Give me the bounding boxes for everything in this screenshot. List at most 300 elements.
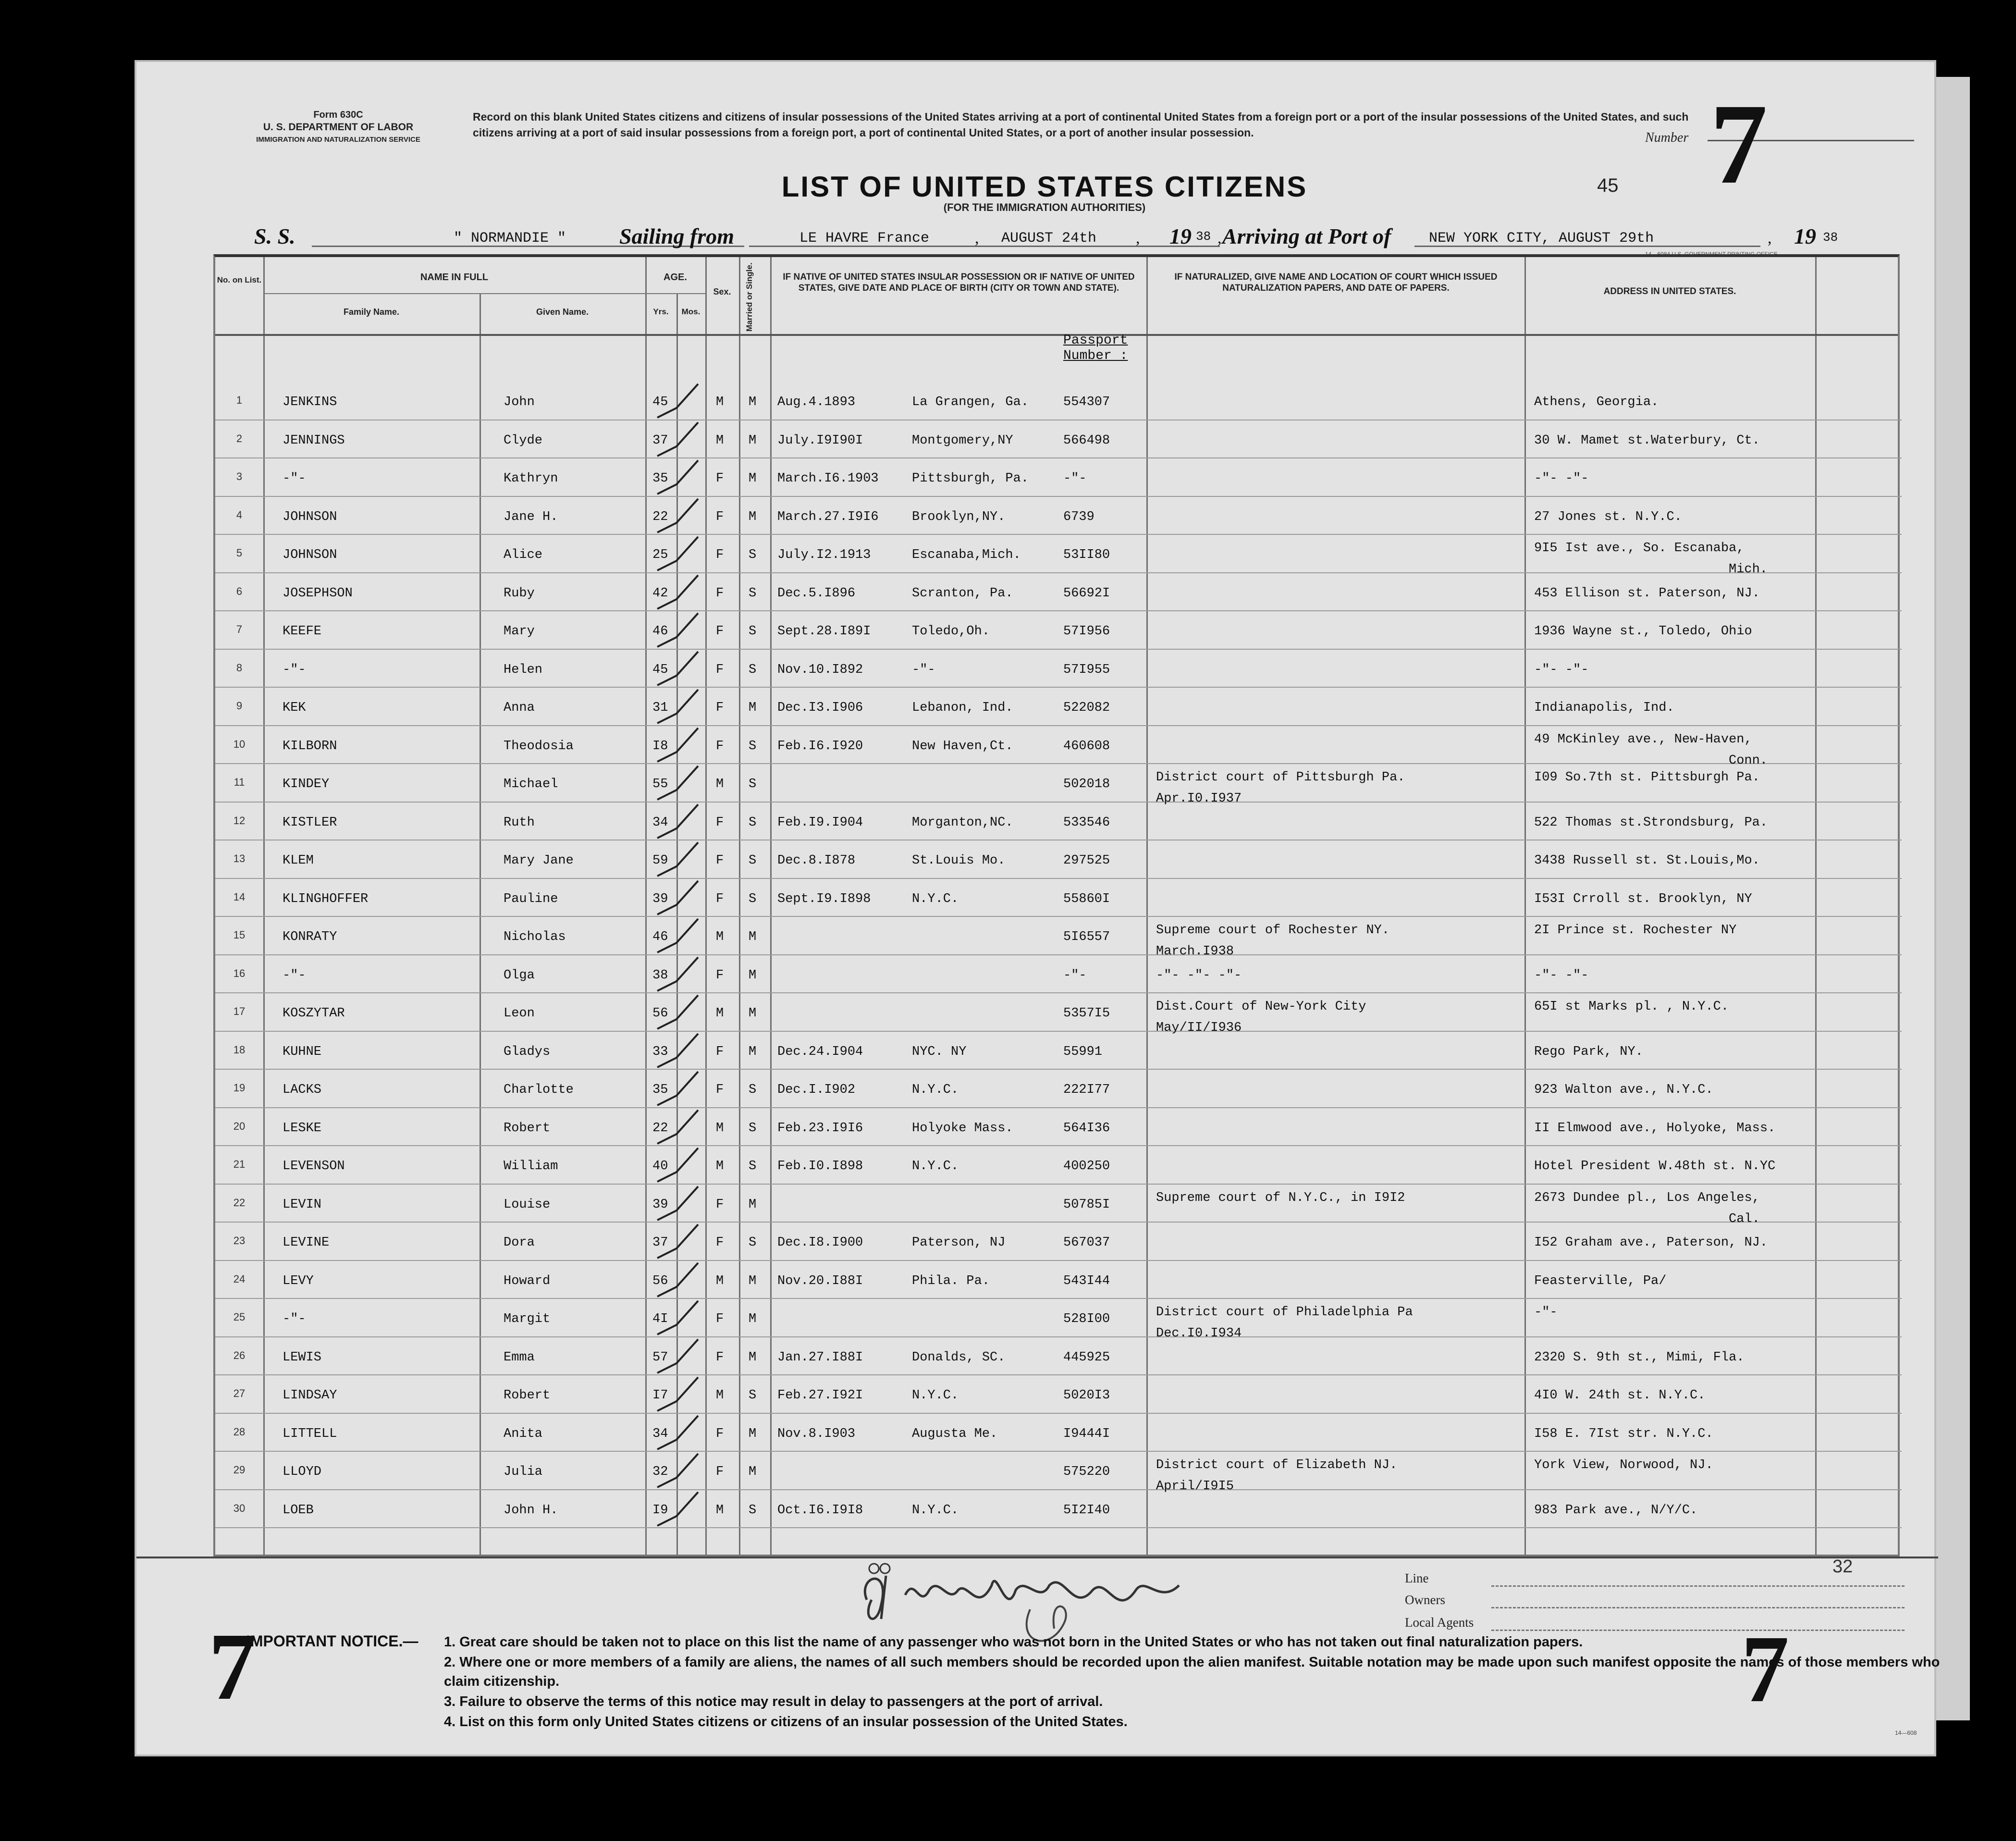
- birth-place: Montgomery,NY: [912, 433, 1013, 448]
- given-name: Theodosia: [504, 739, 574, 754]
- marital-status: M: [749, 1465, 757, 1479]
- family-name: LLOYD: [283, 1465, 322, 1479]
- sex: M: [716, 395, 724, 409]
- notice-item: 4. List on this form only United States citizens or citizens of an insular possession of the United States.: [444, 1714, 1128, 1730]
- given-name: Mary Jane: [504, 853, 574, 868]
- age-years: I8: [652, 739, 668, 754]
- row-number: 5: [236, 547, 243, 559]
- col-header-family-name: Family Name.: [343, 307, 400, 317]
- age-years: 56: [652, 1006, 668, 1021]
- sheet-number: 45: [1597, 175, 1619, 196]
- birth-date: Sept.28.I89I: [777, 624, 871, 639]
- table-row: [215, 1223, 1902, 1260]
- passport-number: 460608: [1063, 739, 1110, 754]
- address: 522 Thomas st.Strondsburg, Pa.: [1534, 815, 1768, 830]
- address: -"-: [1534, 1305, 1558, 1320]
- arrival-year-prefix: 19: [1794, 224, 1816, 248]
- row-number: 18: [233, 1043, 246, 1056]
- given-name: Mary: [504, 624, 535, 639]
- binder-hole: [98, 1240, 114, 1263]
- checkmark-icon: [648, 838, 705, 881]
- col-header-address: ADDRESS IN UNITED STATES.: [1603, 286, 1736, 297]
- birth-date: Dec.I8.I900: [777, 1236, 863, 1250]
- age-years: 39: [652, 891, 668, 906]
- passport-number: 56692I: [1063, 586, 1110, 601]
- sex: M: [716, 930, 724, 944]
- age-years: 45: [652, 662, 668, 677]
- col-header-age: AGE.: [664, 272, 687, 283]
- checkmark-icon: [648, 914, 705, 957]
- address: 30 W. Mamet st.Waterbury, Ct.: [1534, 433, 1760, 448]
- sex: F: [716, 1350, 724, 1365]
- sex: F: [716, 701, 724, 715]
- table-row: [215, 688, 1902, 725]
- family-name: JENNINGS: [283, 433, 345, 448]
- arriving-label: Arriving at Port of: [1222, 224, 1391, 248]
- marital-status: S: [749, 739, 757, 754]
- form-code: 14—608: [1895, 1730, 1917, 1736]
- form-identifier: [204, 109, 473, 146]
- family-name: -"-: [283, 1312, 306, 1326]
- passport-header-line1: Passport: [1063, 333, 1128, 348]
- sex: M: [716, 1159, 724, 1174]
- family-name: LINDSAY: [283, 1388, 337, 1403]
- checkmark-icon: [648, 379, 705, 422]
- binder-hole: [98, 596, 114, 619]
- passport-number: 5357I5: [1063, 1006, 1110, 1021]
- col-header-mos: Mos.: [681, 307, 701, 316]
- birth-place: N.Y.C.: [912, 891, 959, 906]
- marital-status: S: [749, 853, 757, 868]
- sex: F: [716, 509, 724, 524]
- ship-name: " NORMANDIE ": [454, 230, 566, 247]
- table-bottom-border: [136, 1557, 1938, 1558]
- marital-status: M: [749, 471, 757, 486]
- sex: F: [716, 968, 724, 983]
- marital-status: S: [749, 777, 757, 791]
- birth-place: New Haven,Ct.: [912, 739, 1013, 754]
- arrival-year: 38: [1823, 230, 1838, 245]
- passport-number: 445925: [1063, 1350, 1110, 1365]
- address: Athens, Georgia.: [1534, 395, 1659, 409]
- sex: F: [716, 1044, 724, 1059]
- birth-place: La Grangen, Ga.: [912, 395, 1029, 409]
- col-header-no: No. on List.: [217, 275, 262, 284]
- birth-date: Dec.8.I878: [777, 853, 856, 868]
- birth-place: Paterson, NJ: [912, 1236, 1006, 1250]
- family-name: JOHNSON: [283, 548, 337, 562]
- address: -"- -"-: [1534, 662, 1589, 677]
- marital-status: M: [749, 1350, 757, 1365]
- family-name: JOHNSON: [283, 509, 337, 524]
- family-name: KLINGHOFFER: [283, 891, 369, 906]
- passport-number: 53II80: [1063, 548, 1110, 562]
- given-name: Ruth: [504, 815, 535, 830]
- sex: F: [716, 1312, 724, 1326]
- birth-date: Sept.I9.I898: [777, 891, 871, 906]
- table-row: [215, 1185, 1902, 1226]
- marital-status: M: [749, 509, 757, 524]
- sex: F: [716, 1236, 724, 1250]
- table-row: [215, 955, 1902, 993]
- naturalization-date: Dec.I0.I934: [1156, 1326, 1242, 1341]
- family-name: KINDEY: [283, 777, 330, 791]
- table-row: [215, 1032, 1902, 1069]
- age-years: 34: [652, 1426, 668, 1441]
- checkmark-icon: [648, 1182, 705, 1225]
- table-row: [215, 1452, 1902, 1494]
- address: York View, Norwood, NJ.: [1534, 1458, 1713, 1472]
- arrival-port: NEW YORK CITY, AUGUST 29th: [1429, 230, 1654, 247]
- address: 2673 Dundee pl., Los Angeles,: [1534, 1190, 1760, 1205]
- sex: F: [716, 1465, 724, 1479]
- given-name: Louise: [504, 1197, 551, 1212]
- checkmark-icon: [648, 1411, 705, 1454]
- binder-hole: [98, 348, 114, 371]
- marital-status: M: [749, 1426, 757, 1441]
- birth-place: Toledo,Oh.: [912, 624, 990, 639]
- col-header-birth: IF NATIVE OF UNITED STATES INSULAR POSSESSION OR IF NATIVE OF UNITED STATES, GIVE DATE AND PLACE OF BIRTH (CITY OR TOWN AND STATE).: [783, 272, 1135, 293]
- col-header-given-name: Given Name.: [536, 307, 589, 317]
- birth-place: -"-: [912, 662, 935, 677]
- sailing-from-label: Sailing from: [619, 224, 735, 248]
- given-name: John: [504, 395, 535, 409]
- sex: M: [716, 777, 724, 791]
- col-header-yrs: Yrs.: [653, 307, 669, 316]
- birth-date: March.27.I9I6: [777, 509, 879, 524]
- age-years: 45: [652, 395, 668, 409]
- age-years: 4I: [652, 1312, 668, 1326]
- passport-number: 6739: [1063, 509, 1094, 524]
- passport-number: 575220: [1063, 1465, 1110, 1479]
- row-number: 13: [233, 853, 246, 865]
- family-name: KUHNE: [283, 1044, 322, 1059]
- marital-status: M: [749, 433, 757, 448]
- row-number: 8: [236, 661, 243, 674]
- birth-date: July.I9I90I: [777, 433, 863, 448]
- address: 453 Ellison st. Paterson, NJ.: [1534, 586, 1760, 601]
- address-line2: Cal.: [1729, 1211, 1760, 1226]
- row-number: 21: [233, 1158, 246, 1170]
- row-number: 20: [233, 1120, 246, 1132]
- checkmark-icon: [648, 1143, 705, 1186]
- naturalization-court: District court of Elizabeth NJ.: [1156, 1458, 1398, 1472]
- passport-number: I9444I: [1063, 1426, 1110, 1441]
- birth-date: Feb.I0.I898: [777, 1159, 863, 1174]
- sex: F: [716, 1083, 724, 1097]
- passport-number: 55991: [1063, 1044, 1103, 1059]
- passport-number: 522082: [1063, 701, 1110, 715]
- age-years: 37: [652, 433, 668, 448]
- row-number: 16: [233, 967, 246, 979]
- row-number: 15: [233, 929, 246, 941]
- address: -"- -"-: [1534, 968, 1589, 983]
- marital-status: M: [749, 1006, 757, 1021]
- birth-place: St.Louis Mo.: [912, 853, 1006, 868]
- page-mark: 32: [1832, 1557, 1853, 1577]
- col-header-sex: Sex.: [713, 287, 731, 297]
- manifest-sheet: [135, 60, 1940, 1756]
- notice-item: 1. Great care should be taken not to place on this list the name of any passenger who was not born in the United States or who has not taken out final naturalization papers.: [444, 1634, 1583, 1650]
- birth-date: July.I2.1913: [777, 548, 871, 562]
- marital-status: M: [749, 1312, 757, 1326]
- table-row: [215, 420, 1902, 458]
- birth-date: Oct.I6.I9I8: [777, 1503, 863, 1518]
- passport-number: 564I36: [1063, 1121, 1110, 1136]
- passenger-table: [213, 254, 1900, 1557]
- checkmark-icon: [648, 990, 705, 1034]
- given-name: Ruby: [504, 586, 535, 601]
- address-line2: Mich.: [1729, 562, 1768, 577]
- row-number: 27: [233, 1387, 246, 1399]
- marital-status: S: [749, 624, 757, 639]
- row-number: 22: [233, 1196, 246, 1209]
- age-years: 38: [652, 968, 668, 983]
- checkmark-icon: [648, 1487, 705, 1531]
- birth-date: Nov.20.I88I: [777, 1273, 863, 1288]
- sex: M: [716, 1273, 724, 1288]
- naturalization-court: District court of Pittsburgh Pa.: [1156, 770, 1405, 785]
- naturalization-court: District court of Philadelphia Pa: [1156, 1305, 1413, 1320]
- birth-date: March.I6.1903: [777, 471, 879, 486]
- passport-number: 566498: [1063, 433, 1110, 448]
- age-years: I7: [652, 1388, 668, 1403]
- family-name: KEEFE: [283, 624, 322, 639]
- family-name: LITTELL: [283, 1426, 337, 1441]
- address: 923 Walton ave., N.Y.C.: [1534, 1083, 1713, 1097]
- table-row: [215, 1414, 1902, 1451]
- departure-port: LE HAVRE France: [799, 230, 930, 247]
- given-name: Clyde: [504, 433, 543, 448]
- birth-date: Dec.24.I904: [777, 1044, 863, 1059]
- checkmark-icon: [648, 1105, 705, 1149]
- list-number: 7: [1710, 80, 1768, 208]
- row-number: 9: [236, 700, 243, 712]
- row-number: 10: [233, 738, 246, 750]
- address: I58 E. 7Ist str. N.Y.C.: [1534, 1426, 1713, 1441]
- birth-place: Scranton, Pa.: [912, 586, 1013, 601]
- marital-status: S: [749, 1388, 757, 1403]
- birth-place: N.Y.C.: [912, 1388, 959, 1403]
- row-number: 25: [233, 1311, 246, 1323]
- passport-number: 57I955: [1063, 662, 1110, 677]
- checkmark-icon: [648, 647, 705, 690]
- row-number: 30: [233, 1502, 246, 1514]
- birth-date: Nov.10.I892: [777, 662, 863, 677]
- family-name: KILBORN: [283, 739, 337, 754]
- given-name: Olga: [504, 968, 535, 983]
- age-years: 25: [652, 548, 668, 562]
- address: I52 Graham ave., Paterson, NJ.: [1534, 1236, 1768, 1250]
- table-row: [215, 1375, 1902, 1413]
- sex: M: [716, 1006, 724, 1021]
- age-years: 46: [652, 624, 668, 639]
- birth-date: Feb.I9.I904: [777, 815, 863, 830]
- row-number: 2: [236, 432, 243, 445]
- marital-status: S: [749, 662, 757, 677]
- passport-number: 5I6557: [1063, 930, 1110, 944]
- row-number: 23: [233, 1235, 246, 1247]
- given-name: Charlotte: [504, 1083, 574, 1097]
- age-years: 37: [652, 1236, 668, 1250]
- given-name: Pauline: [504, 891, 558, 906]
- birth-place: NYC. NY: [912, 1044, 967, 1059]
- passport-number: 502018: [1063, 777, 1110, 791]
- family-name: LACKS: [283, 1083, 322, 1097]
- binder-hole: [98, 1163, 114, 1186]
- marital-status: M: [749, 1044, 757, 1059]
- passport-number: 5020I3: [1063, 1388, 1110, 1403]
- age-years: 40: [652, 1159, 668, 1174]
- address: I09 So.7th st. Pittsburgh Pa.: [1534, 770, 1760, 785]
- family-name: KONRATY: [283, 930, 337, 944]
- table-row: [215, 879, 1902, 916]
- given-name: Helen: [504, 662, 543, 677]
- birth-place: Holyoke Mass.: [912, 1121, 1013, 1136]
- table-row: [215, 573, 1902, 611]
- naturalization-date: March.I938: [1156, 944, 1234, 959]
- marital-status: S: [749, 1236, 757, 1250]
- birth-place: Escanaba,Mich.: [912, 548, 1021, 562]
- passport-number: 528I00: [1063, 1312, 1110, 1326]
- address: 2320 S. 9th st., Mimi, Fla.: [1534, 1350, 1745, 1365]
- given-name: Anna: [504, 701, 535, 715]
- naturalization-date: May/II/I936: [1156, 1021, 1242, 1035]
- passport-number: 50785I: [1063, 1197, 1110, 1212]
- checkmark-icon: [648, 418, 705, 461]
- address: 2I Prince st. Rochester NY: [1534, 923, 1737, 938]
- address: I53I Crroll st. Brooklyn, NY: [1534, 891, 1752, 906]
- checkmark-icon: [648, 1372, 705, 1416]
- birth-place: Augusta Me.: [912, 1426, 998, 1441]
- naturalization-court: -"- -"- -"-: [1156, 968, 1242, 983]
- checkmark-icon: [648, 1296, 705, 1339]
- binder-hole: [98, 267, 114, 290]
- given-name: Robert: [504, 1121, 551, 1136]
- address: 27 Jones st. N.Y.C.: [1534, 509, 1682, 524]
- notice-item: 2. Where one or more members of a family are aliens, the names of all such members should be recorded upon the alien manifest. Suitable notation may be made upon such manifest opposite the names of those members who claim citizenship.: [444, 1655, 1940, 1689]
- marital-status: S: [749, 548, 757, 562]
- page-title: LIST OF UNITED STATES CITIZENS: [781, 171, 1308, 203]
- col-header-name-in-full: NAME IN FULL: [420, 272, 489, 283]
- notice-item: 3. Failure to observe the terms of this notice may result in delay to passengers at the port of arrival.: [444, 1694, 1103, 1709]
- checkmark-icon: [648, 952, 705, 996]
- age-years: 32: [652, 1465, 668, 1479]
- passport-number: -"-: [1063, 471, 1087, 486]
- birth-date: Feb.I6.I920: [777, 739, 863, 754]
- row-number: 17: [233, 1005, 246, 1017]
- notice-number-right: 7: [1741, 1616, 1789, 1722]
- age-years: 39: [652, 1197, 668, 1212]
- passport-header-line2: Number :: [1063, 348, 1128, 363]
- naturalization-court: Supreme court of Rochester NY.: [1156, 923, 1390, 938]
- sex: F: [716, 891, 724, 906]
- department-name: U. S. DEPARTMENT OF LABOR: [263, 122, 414, 133]
- row-number: 3: [236, 470, 243, 482]
- checkmark-icon: [648, 532, 705, 575]
- family-name: LEVINE: [283, 1236, 330, 1250]
- birth-place: Lebanon, Ind.: [912, 701, 1013, 715]
- given-name: William: [504, 1159, 558, 1174]
- given-name: Howard: [504, 1273, 551, 1288]
- given-name: Emma: [504, 1350, 535, 1365]
- table-row: [215, 803, 1902, 840]
- table-row: [215, 1070, 1902, 1107]
- family-name: KLEM: [283, 853, 314, 868]
- birth-date: Feb.23.I9I6: [777, 1121, 863, 1136]
- table-row: [215, 611, 1902, 649]
- line-label: Line: [1405, 1571, 1429, 1585]
- passport-number: 5I2I40: [1063, 1503, 1110, 1518]
- departure-date: AUGUST 24th: [1001, 230, 1097, 247]
- age-years: 55: [652, 777, 668, 791]
- checkmark-icon: [648, 1258, 705, 1301]
- passport-number: 567037: [1063, 1236, 1110, 1250]
- family-name: KEK: [283, 701, 306, 715]
- table-row: [215, 764, 1902, 806]
- col-header-naturalized: IF NATURALIZED, GIVE NAME AND LOCATION OF COURT WHICH ISSUED NATURALIZATION PAPERS, AND DATE OF PAPERS.: [1174, 272, 1498, 293]
- birth-place: Phila. Pa.: [912, 1273, 990, 1288]
- table-row: [215, 382, 1902, 420]
- birth-place: N.Y.C.: [912, 1503, 959, 1518]
- address: 9I5 Ist ave., So. Escanaba,: [1534, 541, 1745, 556]
- table-row: [215, 917, 1902, 959]
- birth-place: Brooklyn,NY.: [912, 509, 1006, 524]
- checkmark-icon: [648, 723, 705, 766]
- given-name: Kathryn: [504, 471, 558, 486]
- checkmark-icon: [648, 570, 705, 614]
- sex: F: [716, 815, 724, 830]
- checkmark-icon: [648, 456, 705, 499]
- passport-number: 533546: [1063, 815, 1110, 830]
- table-row: [215, 650, 1902, 687]
- table-row: [215, 497, 1902, 534]
- address: 3438 Russell st. St.Louis,Mo.: [1534, 853, 1760, 868]
- address: Hotel President W.48th st. N.YC: [1534, 1159, 1776, 1174]
- checkmark-icon: [648, 608, 705, 652]
- age-years: 22: [652, 1121, 668, 1136]
- birth-date: Nov.8.I903: [777, 1426, 856, 1441]
- printer-note: 14—6084 U.S. GOVERNMENT PRINTING OFFICE: [1645, 251, 1778, 258]
- address: Indianapolis, Ind.: [1534, 701, 1674, 715]
- col-header-married-single: Married or Single.: [745, 262, 754, 332]
- birth-place: N.Y.C.: [912, 1159, 959, 1174]
- address: 1936 Wayne st., Toledo, Ohio: [1534, 624, 1752, 639]
- given-name: Leon: [504, 1006, 535, 1021]
- family-name: -"-: [283, 968, 306, 983]
- row-number: 6: [236, 585, 243, 597]
- table-row: [215, 726, 1902, 768]
- family-name: LEVENSON: [283, 1159, 345, 1174]
- number-label: Number: [1645, 130, 1689, 145]
- passport-number: -"-: [1063, 968, 1087, 983]
- checkmark-icon: [648, 761, 705, 804]
- address: -"- -"-: [1534, 471, 1589, 486]
- sex: F: [716, 1426, 724, 1441]
- sex: M: [716, 1388, 724, 1403]
- binder-hole: [98, 1569, 114, 1592]
- marital-status: M: [749, 968, 757, 983]
- naturalization-date: Apr.I0.I937: [1156, 791, 1242, 806]
- given-name: Nicholas: [504, 930, 566, 944]
- birth-date: Aug.4.1893: [777, 395, 856, 409]
- ss-label: S. S.: [254, 224, 295, 248]
- family-name: KISTLER: [283, 815, 337, 830]
- notice-list: [444, 1632, 1943, 1732]
- sex: F: [716, 1197, 724, 1212]
- passport-number: 400250: [1063, 1159, 1110, 1174]
- notice-number-left: 7: [209, 1614, 257, 1720]
